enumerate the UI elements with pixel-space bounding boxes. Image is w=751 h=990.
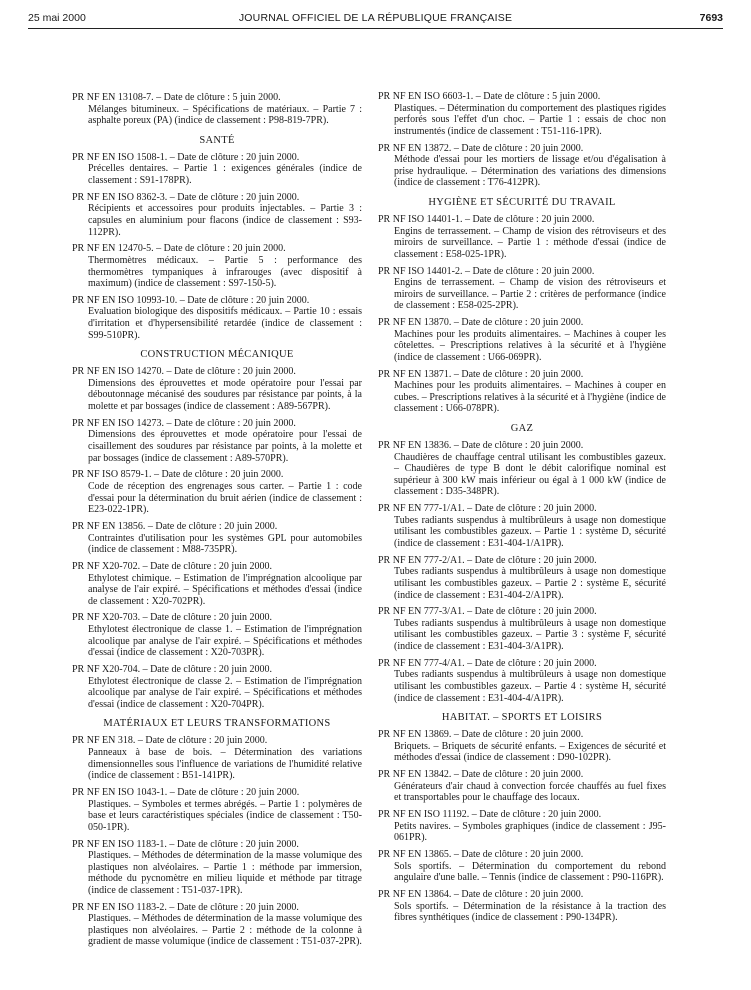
standard-entry [72,787,362,833]
standard-description: Code de réception des engrenages sous carter. – Partie 1 : code d'essai pour la détermination du bruit aérien (indice de classement : E23-022-1PR). [88,480,362,516]
standard-reference: PR NF EN 13869. – Date de clôture : 20 juin 2000. [378,729,584,741]
header-page-number: 7693 [699,12,723,24]
standard-entry [72,366,362,412]
standard-reference: PR NF EN 777-4/A1. – Date de clôture : 20 juin 2000. [378,657,597,669]
standard-entry [378,555,666,601]
standard-description: Briquets. – Briquets de sécurité enfants. – Exigences de sécurité et méthodes d'essai (indice de classement : D90-102PR). [394,740,666,764]
right-column [378,91,666,929]
header-title: JOURNAL OFFICIEL DE LA RÉPUBLIQUE FRANÇAISE [238,12,513,24]
standard-description: Plastiques. – Symboles et termes abrégés. – Partie 1 : polymères de base et leurs caractéristiques spéciales (indice de classement : T50-050-1PR). [88,798,362,833]
standard-entry [72,418,362,464]
standard-reference: PR NF EN ISO 1183-2. – Date de clôture : 20 juin 2000. [72,901,299,913]
standard-description: Petits navires. – Symboles graphiques (indice de classement : J95-061PR). [394,820,666,844]
standard-entry [378,889,666,924]
standard-reference: PR NF ISO 8579-1. – Date de clôture : 20 juin 2000. [72,469,284,481]
standard-entry [378,729,666,764]
standard-entry [72,192,362,238]
standard-description: Thermomètres médicaux. – Partie 5 : performance des thermomètres tympaniques à infrarouges (avec dispositif à maximum) (indice de classement : S97-150-5). [88,254,362,290]
standard-reference: PR NF EN 13836. – Date de clôture : 20 juin 2000. [378,440,584,451]
standard-entry [72,469,362,515]
standard-entry [378,91,666,137]
standard-description: Machines pour les produits alimentaires. – Machines à couper en cubes. – Prescriptions relatives à la sécurité et à l'hygiène (indice de classement : U66-078PR). [394,380,666,415]
standard-reference: PR NF EN 777-3/A1. – Date de clôture : 20 juin 2000. [378,606,597,618]
standard-description: Engins de terrassement. – Champ de vision des rétroviseurs et des miroirs de surveillance. – Partie 1 : méthode d'essai (indice de classement : E58-025-1PR). [394,225,666,260]
standard-entry [378,214,666,260]
standard-description: Tubes radiants suspendus à multibrûleurs à usage non domestique utilisant les combustibles gazeux. – Partie 1 : système D, sécurité (indice de classement : E31-404-1/A1PR). [394,514,666,549]
standard-description: Mélanges bitumineux. – Spécifications de matériaux. – Partie 7 : asphalte poreux (PA) (indice de classement : P98-819-7PR). [88,103,362,127]
left-column [72,92,362,953]
standard-entry [378,849,666,884]
standard-reference: PR NF EN 13842. – Date de clôture : 20 juin 2000. [378,769,584,781]
standard-description: Plastiques. – Méthodes de détermination de la masse volumique des plastiques non alvéolaires. – Partie 1 : méthode par immersion, méthode du pycnomètre en milieu liquide et méthode par titrage (indice de classement : T51-037-1PR). [88,850,362,896]
standard-description: Dimensions des éprouvettes et mode opératoire pour l'essai de cisaillement des soudures par résistance par points, à la molette et par bossages (indice de classement : A89-570PR). [88,429,362,464]
standard-reference: PR NF ISO 14401-1. – Date de clôture : 20 juin 2000. [378,213,595,225]
standard-reference: PR NF EN 13871. – Date de clôture : 20 juin 2000. [378,368,584,380]
standard-entry [378,440,666,498]
standard-description: Ethylotest électronique de classe 2. – Estimation de l'imprégnation alcoolique par analyse de l'air expiré. – Spécifications et méthodes d'essai (indice de classement : X20-704PR). [88,675,362,710]
standard-description: Tubes radiants suspendus à multibrûleurs à usage non domestique utilisant les combustibles gazeux. – Partie 2 : système E, sécurité (indice de classement : E31-404-2/A1PR). [394,566,666,601]
standard-description: Chaudières de chauffage central utilisant les combustibles gazeux. – Chaudières de type B dont le débit calorifique nominal est supérieur à 300 kW mais inférieur ou égal à 1 000 kW (indice de classement : D35-348PR). [394,451,666,498]
section-heading: MATÉRIAUX ET LEURS TRANSFORMATIONS [103,718,331,730]
standard-reference: PR NF EN 13870. – Date de clôture : 20 juin 2000. [378,317,584,329]
standard-description: Machines pour les produits alimentaires. – Machines à couper les côtelettes. – Prescriptions relatives à la sécurité et à l'hygiène (indice de classement : U66-069PR). [394,328,666,363]
standard-description: Evaluation biologique des dispositifs médicaux. – Partie 10 : essais d'irritation et d'hypersensibilité retardée (indice de classement : S99-510PR). [88,306,362,341]
standard-description: Générateurs d'air chaud à convection forcée chauffés au fuel fixes et transportables pour le chauffage des locaux. [394,780,666,804]
standard-reference: PR NF X20-702. – Date de clôture : 20 juin 2000. [72,560,272,572]
standard-description: Tubes radiants suspendus à multibrûleurs à usage non domestique utilisant les combustibles gazeux. – Partie 4 : système H, sécurité (indice de classement : E31-404-4/A1PR). [394,669,666,704]
standard-description: Plastiques. – Détermination du comportement des plastiques rigides perforés sous l'effet d'un choc. – Partie 1 : essais de choc non instrumentés (indice de classement : T51-116-1PR). [394,102,666,137]
standard-reference: PR NF EN ISO 6603-1. – Date de clôture : 5 juin 2000. [378,91,601,102]
standard-description: Panneaux à base de bois. – Détermination des variations dimensionnelles sous l'influence de variations de l'humidité relative (indice de classement : B51-141PR). [88,747,362,782]
standard-description: Dimensions des éprouvettes et mode opératoire pour l'essai par déboutonnage mécanisé des soudures par résistance par points, à la molette et par bossages (indice de classement : A89-567PR). [88,377,362,413]
standard-entry [378,266,666,312]
standard-entry [378,606,666,652]
standard-description: Ethylotest électronique de classe 1. – Estimation de l'imprégnation alcoolique par analyse de l'air expiré. – Spécifications et méthodes d'essai (indice de classement : X20-703PR). [88,624,362,659]
standard-reference: PR NF EN ISO 1183-1. – Date de clôture : 20 juin 2000. [72,838,299,850]
section-heading: HABITAT. – SPORTS ET LOISIRS [441,712,603,724]
standard-reference: PR NF EN 318. – Date de clôture : 20 juin 2000. [72,735,268,747]
standard-reference: PR NF EN 13856. – Date de clôture : 20 juin 2000. [72,520,278,532]
standard-entry [72,561,362,607]
standard-description: Sols sportifs. – Détermination de la résistance à la traction des fibres synthétiques (indice de classement : P90-134PR). [394,900,666,924]
section-heading: GAZ [510,423,534,434]
standard-reference: PR NF X20-703. – Date de clôture : 20 juin 2000. [72,612,272,624]
standard-entry [72,902,362,948]
standard-reference: PR NF EN ISO 11192. – Date de clôture : 20 juin 2000. [378,809,602,821]
standard-entry [72,839,362,897]
standard-description: Sols sportifs. – Détermination du comportement du rebond angulaire d'une balle. – Tennis (indice de classement : P90-116PR). [394,860,666,884]
standard-reference: PR NF EN 13108-7. – Date de clôture : 5 juin 2000. [72,92,281,103]
standard-entry [72,295,362,341]
standard-entry [72,521,362,556]
standard-reference: PR NF EN 777-1/A1. – Date de clôture : 20 juin 2000. [378,503,597,515]
standard-reference: PR NF EN 13872. – Date de clôture : 20 juin 2000. [378,142,584,154]
standard-reference: PR NF EN ISO 10993-10. – Date de clôture : 20 juin 2000. [72,294,310,306]
standard-entry [378,658,666,704]
standard-reference: PR NF X20-704. – Date de clôture : 20 juin 2000. [72,664,272,676]
standard-reference: PR NF EN ISO 8362-3. – Date de clôture : 20 juin 2000. [72,191,300,203]
page-header [28,12,723,29]
standard-description: Engins de terrassement. – Champ de vision des rétroviseurs et miroirs de surveillance. – Partie 2 : critères de performance (indice de classement : E58-025-2PR). [394,277,666,312]
standard-reference: PR NF EN ISO 14273. – Date de clôture : 20 juin 2000. [72,417,296,429]
standard-reference: PR NF EN ISO 14270. – Date de clôture : 20 juin 2000. [72,366,296,378]
standard-entry [72,612,362,658]
standard-entry [378,769,666,804]
standard-entry [72,92,362,127]
standard-description: Ethylotest chimique. – Estimation de l'imprégnation alcoolique par analyse de l'air expiré. – Spécifications et méthodes d'essai (indice de classement : X20-702PR). [88,572,362,607]
standard-description: Récipients et accessoires pour produits injectables. – Partie 3 : capsules en aluminium pour flacons (indice de classement : S93-112PR). [88,203,362,238]
standard-entry [378,369,666,415]
section-heading: HYGIÈNE ET SÉCURITÉ DU TRAVAIL [428,196,616,208]
standard-entry [378,503,666,549]
standard-entry [72,735,362,781]
standard-reference: PR NF ISO 14401-2. – Date de clôture : 20 juin 2000. [378,265,595,277]
header-date: 25 mai 2000 [28,12,86,24]
standard-reference: PR NF EN 12470-5. – Date de clôture : 20 juin 2000. [72,243,286,255]
standard-entry [378,809,666,844]
standard-entry [72,152,362,187]
standard-description: Plastiques. – Méthodes de détermination de la masse volumique des plastiques non alvéolaires. – Partie 2 : méthode de la colonne à gradient de masse volumique (indice de classement : T51-037-2PR). [88,913,362,948]
standard-description: Contraintes d'utilisation pour les systèmes GPL pour automobiles (indice de classement : M88-735PR). [88,532,362,556]
standard-reference: PR NF EN 13864. – Date de clôture : 20 juin 2000. [378,889,584,901]
standard-entry [72,243,362,289]
standard-entry [378,143,666,189]
standard-entry [72,664,362,710]
section-heading: SANTÉ [199,134,235,146]
standard-description: Méthode d'essai pour les mortiers de lissage et/ou d'égalisation à prise hydraulique. – Détermination des variations des dimensions (indice de classement : T76-412PR). [394,154,666,189]
standard-reference: PR NF EN 13865. – Date de clôture : 20 juin 2000. [378,849,584,861]
standard-description: Précelles dentaires. – Partie 1 : exigences générales (indice de classement : S91-178PR). [88,163,362,186]
standard-entry [378,317,666,363]
standard-reference: PR NF EN ISO 1043-1. – Date de clôture : 20 juin 2000. [72,786,300,798]
standard-reference: PR NF EN ISO 1508-1. – Date de clôture : 20 juin 2000. [72,151,300,163]
standard-description: Tubes radiants suspendus à multibrûleurs à usage non domestique utilisant les combustibles gazeux. – Partie 3 : système F, sécurité (indice de classement : E31-404-3/A1PR). [394,617,666,653]
section-heading: CONSTRUCTION MÉCANIQUE [140,349,294,361]
standard-reference: PR NF EN 777-2/A1. – Date de clôture : 20 juin 2000. [378,554,597,566]
